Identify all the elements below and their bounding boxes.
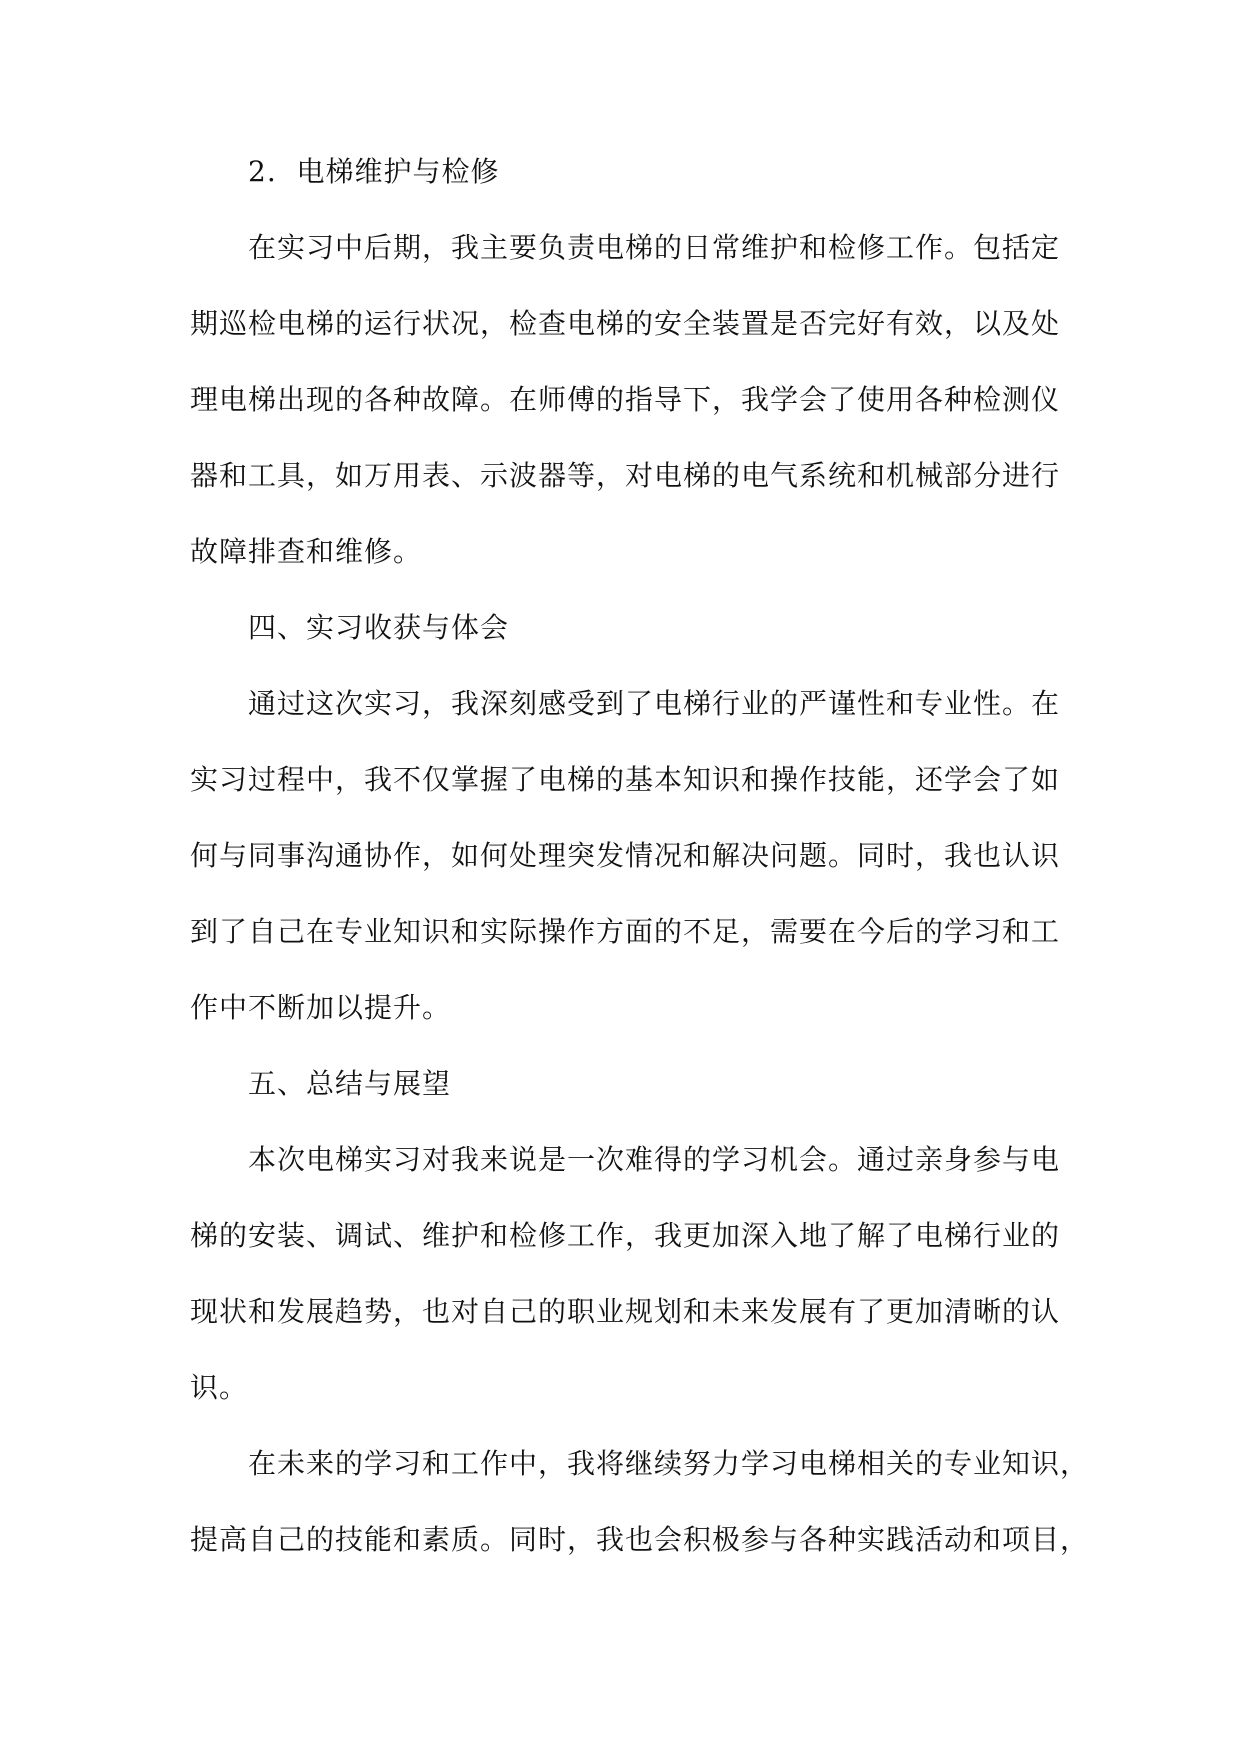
section-heading-gains: 四、实习收获与体会 <box>248 611 510 644</box>
paragraph-line: 现状和发展趋势，也对自己的职业规划和未来发展有了更加清晰的认 <box>190 1295 1061 1328</box>
paragraph-line: 识。 <box>190 1371 249 1404</box>
paragraph-line: 梯的安装、调试、维护和检修工作，我更加深入地了解了电梯行业的 <box>190 1219 1061 1252</box>
paragraph-line: 通过这次实习，我深刻感受到了电梯行业的严谨性和专业性。在 <box>248 687 1061 720</box>
paragraph-line: 期巡检电梯的运行状况，检查电梯的安全装置是否完好有效，以及处 <box>190 307 1061 340</box>
paragraph-line: 在实习中后期，我主要负责电梯的日常维护和检修工作。包括定 <box>248 231 1061 264</box>
section-heading-maintenance: 2. 电梯维护与检修 <box>248 155 500 188</box>
paragraph-line: 作中不断加以提升。 <box>190 991 452 1024</box>
paragraph-line: 理电梯出现的各种故障。在师傅的指导下，我学会了使用各种检测仪 <box>190 383 1061 416</box>
paragraph-line: 提高自己的技能和素质。同时，我也会积极参与各种实践活动和项目， <box>190 1523 1090 1556</box>
paragraph-line: 在未来的学习和工作中，我将继续努力学习电梯相关的专业知识， <box>248 1447 1090 1480</box>
paragraph-line: 故障排查和维修。 <box>190 535 423 568</box>
paragraph-line: 到了自己在专业知识和实际操作方面的不足，需要在今后的学习和工 <box>190 915 1061 948</box>
paragraph-line: 实习过程中，我不仅掌握了电梯的基本知识和操作技能，还学会了如 <box>190 763 1061 796</box>
paragraph-line: 何与同事沟通协作，如何处理突发情况和解决问题。同时，我也认识 <box>190 839 1061 872</box>
paragraph-line: 器和工具，如万用表、示波器等，对电梯的电气系统和机械部分进行 <box>190 459 1061 492</box>
paragraph-line: 本次电梯实习对我来说是一次难得的学习机会。通过亲身参与电 <box>248 1143 1061 1176</box>
section-heading-summary: 五、总结与展望 <box>248 1067 452 1100</box>
